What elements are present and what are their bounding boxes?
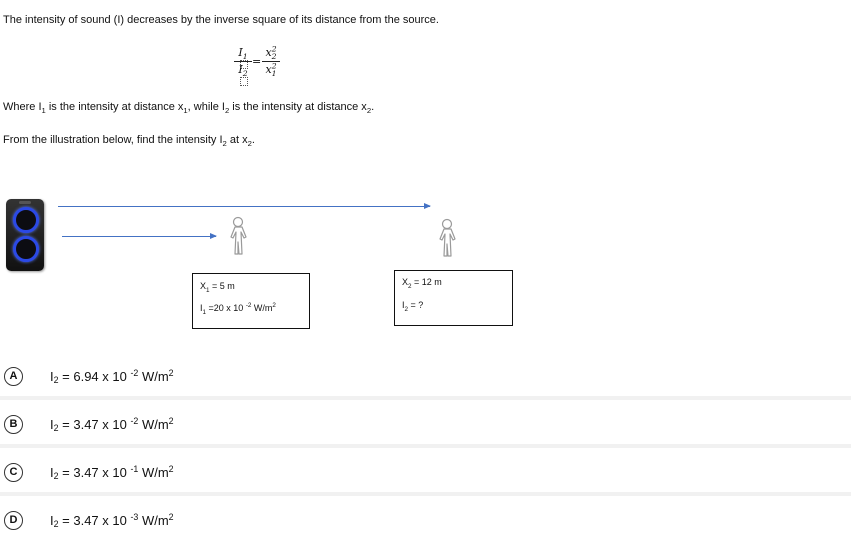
option-letter-badge[interactable]: C: [4, 463, 23, 482]
equals-sign: =: [252, 55, 262, 68]
answer-option-a[interactable]: [0, 356, 851, 400]
option-text[interactable]: $I_2 = 3.47$ x 10 $^{-2}$ $W/m^2$: [50, 416, 174, 433]
intensity-i2: $I_2$ = ?: [402, 300, 424, 313]
position-1-label: [192, 273, 310, 329]
distance-x1: $X_1 = 5$ m: [200, 281, 235, 294]
speaker-icon: [6, 199, 44, 271]
option-text[interactable]: $I_2 = 6.94$ x 10 $^{-2}$ $W/m^2$: [50, 368, 174, 385]
arrow-to-x2: [58, 206, 430, 207]
option-letter-badge[interactable]: B: [4, 415, 23, 434]
option-text[interactable]: $I_2 = 3.47$ x 10 $^{-1}$ $W/m^2$: [50, 464, 174, 481]
question-intro: The intensity of sound (I) decreases by the inverse square of its distance from the source.: [3, 14, 439, 26]
option-letter-badge[interactable]: D: [4, 511, 23, 530]
intensity-i1: $I_1 =20$ x 10 $^{-2}$ $W/m^2$: [200, 302, 276, 316]
intensity-ratio: $I_1$ $I_2$: [234, 46, 252, 77]
position-2-label: [394, 270, 513, 326]
answer-option-b[interactable]: [0, 404, 851, 448]
question-find: From the illustration below, find the intensity $I_2$ at $x_2$.: [3, 134, 255, 149]
answer-option-c[interactable]: [0, 452, 851, 496]
distance-ratio: $x^2_2$ $x^2_1$: [262, 46, 280, 77]
inverse-square-formula: [232, 44, 284, 84]
person-icon: [434, 218, 460, 258]
arrow-to-x1: [62, 236, 216, 237]
question-where: Where $I_1$ is the intensity at distance $x_1$, while $I_2$ is the intensity at distance $x_2$.: [3, 101, 375, 116]
option-text[interactable]: $I_2 = 3.47$ x 10 $^{-3}$ $W/m^2$: [50, 512, 174, 529]
person-icon: [225, 216, 251, 256]
answer-option-d[interactable]: [0, 500, 851, 544]
placeholder-box: [240, 77, 248, 86]
option-letter-badge[interactable]: A: [4, 367, 23, 386]
distance-x2: $X_2 = 12$ m: [402, 277, 442, 290]
